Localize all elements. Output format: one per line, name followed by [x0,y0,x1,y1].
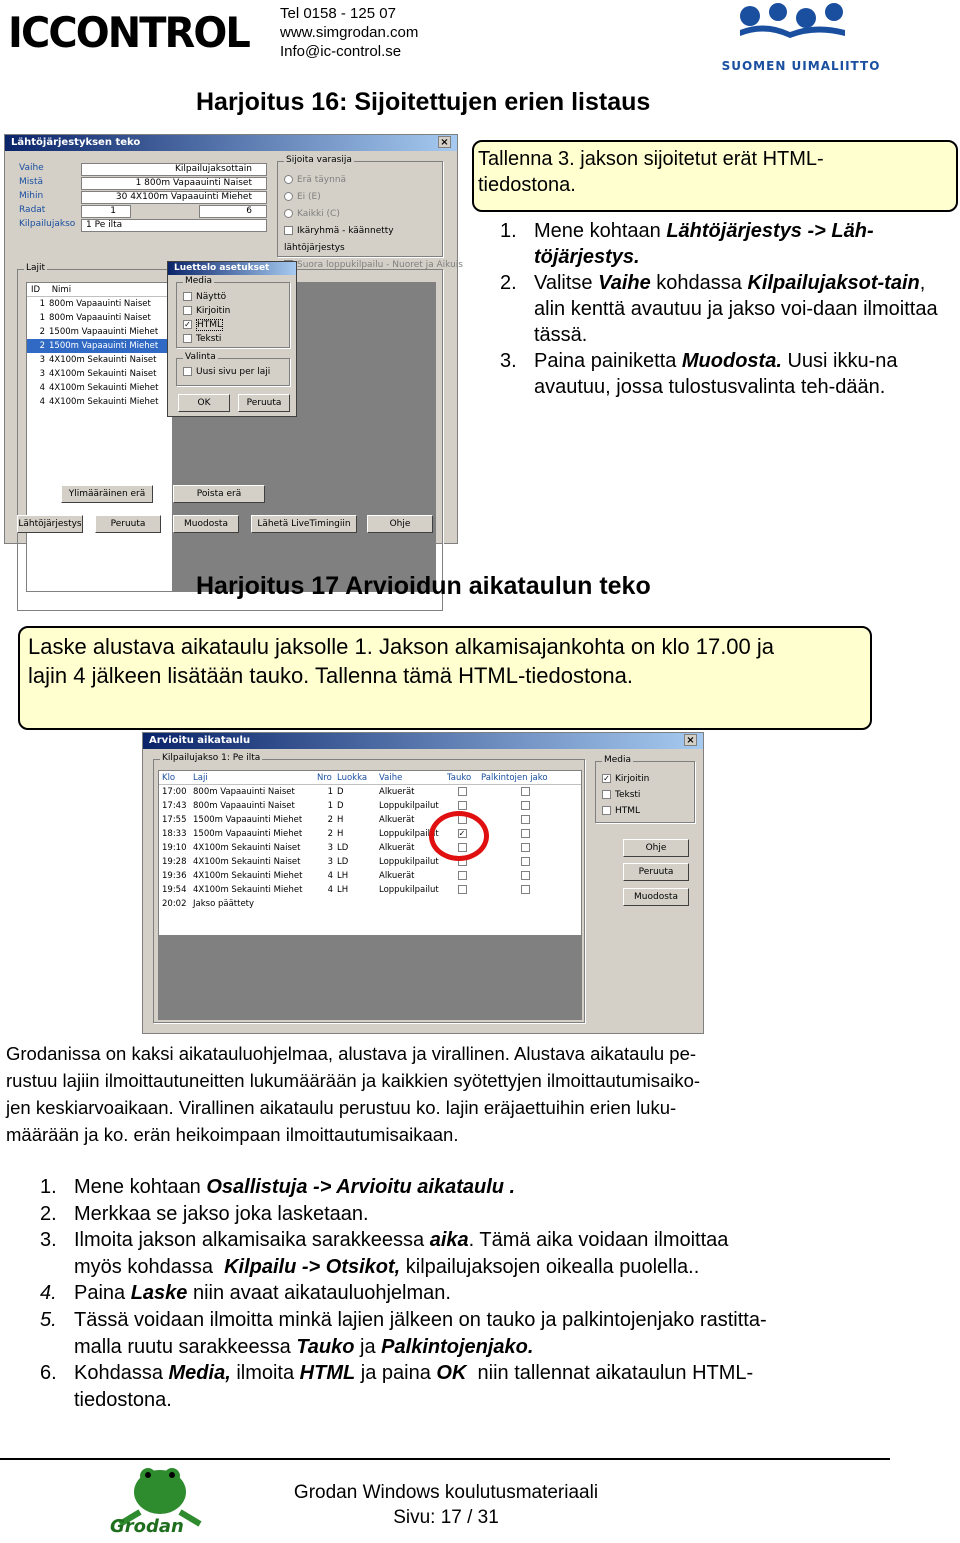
option-ikaryhma[interactable]: Ikäryhmä - käännetty lähtöjärjestys [284,226,394,253]
cell-luokka: H [337,815,344,825]
laji-name: 800m Vapaauinti Naiset [49,299,151,309]
cell-klo: 17:43 [162,801,187,811]
cell-klo: 19:36 [162,871,187,881]
cell-nro: 1 [327,801,333,811]
swimmers-icon [720,0,882,50]
popup-ok-button[interactable]: OK [178,394,230,412]
section16-callout: Tallenna 3. jakson sijoitetut erät HTML-tiedostona. [472,140,958,212]
option-suora[interactable]: Suora loppukilpailu - Nuoret ja Aikuis [284,257,442,274]
palkinto-checkbox[interactable] [521,815,530,824]
popup-media-group: Media Näyttö Kirjoitin ✓ HTML Teksti [176,282,290,348]
cell-nro: 4 [327,871,333,881]
step-2: 2. Valitse Vaihe kohdassa Kilpailujaksot-tain, alin kenttä avautuu ja jakso voi-daan ilmoittaa tässä. [500,272,938,346]
laji-id: 2 [39,327,45,337]
schedule-row[interactable] [159,897,581,911]
remove-heat-button[interactable]: Poista erä [173,485,265,503]
tauko-checkbox[interactable] [458,885,467,894]
varasija-group: Sijoita varasija Erä täynnä Ei (E) Kaikki (C) Ikäryhmä - käännetty lähtöjärjestys Suora loppukilpailu - Nuoret ja Aikuis [277,161,443,257]
laji-name: 1500m Vapaauinti Miehet [49,341,159,351]
cell-luokka: LD [337,857,349,867]
cell-nro: 2 [327,815,333,825]
cell-klo: 19:10 [162,843,187,853]
schedule-row[interactable] [159,799,581,813]
section17-steps [40,1174,910,1413]
cell-klo: 20:02 [162,899,187,909]
section17-paragraph: Grodanissa on kaksi aikatauluohjelmaa, alustava ja virallinen. Alustava aikataulu pe- rustuu lajiin ilmoittautuneitten lukumäärään ja kaikkien syötettyjen ilmoittautumisaiko- jen keskiarvoaikaan. Virallinen aikataulu perustuu ko. lajin eräjaettuihin erien luku- määrään ja ko. erän heikoimpaan ilmoittautumisaikaan. [6,1043,701,1145]
footer-text [274,1480,618,1530]
laji-id: 2 [39,341,45,351]
cell-luokka: LH [337,871,349,881]
phone-text: Tel 0158 - 125 07 [280,5,396,22]
cell-laji: 4X100m Sekauinti Miehet [193,871,303,881]
lajit-header: ID Nimi [27,283,172,297]
suomen-uimaliitto-logo: SUOMEN UIMALIITTO [720,0,882,70]
footer-rule [0,1458,890,1460]
cell-vaihe: Alkuerät [379,843,415,853]
tauko-checkbox[interactable] [458,801,467,810]
schedule-row[interactable] [159,855,581,869]
cell-klo: 17:00 [162,787,187,797]
schedule-header: Klo Laji Nro Luokka Vaihe Tauko Palkintojen jako [159,771,581,785]
schedule-table[interactable] [158,770,582,1020]
schedule-window [142,732,704,1034]
popup-cancel-button[interactable]: Peruuta [238,394,290,412]
schedule-row[interactable] [159,841,581,855]
website-link[interactable]: www.simgrodan.com [280,24,419,41]
laji-row[interactable] [27,367,172,381]
cell-laji: 4X100m Sekauinti Naiset [193,843,301,853]
cell-laji: Jakso päättety [193,899,255,909]
laji-id: 3 [39,369,45,379]
s17-step-3b: myös kohdassa Kilpailu -> Otsikot, kilpailujaksojen oikealla puolella.. [74,1255,700,1278]
tauko-checkbox[interactable] [458,787,467,796]
palkinto-checkbox[interactable] [521,787,530,796]
cell-laji: 800m Vapaauinti Naiset [193,787,295,797]
laji-id: 3 [39,355,45,365]
media-group: Media ✓ Kirjoitin Teksti HTML [595,761,695,823]
popup-valinta-group: Valinta Uusi sivu per laji [176,358,290,386]
section17-callout: Laske alustava aikataulu jaksolle 1. Jakson alkamisajankohta on klo 17.00 ja lajin 4 jälkeen lisätään tauko. Tallenna tämä HTML-tiedostona. [18,626,872,730]
cell-vaihe: Loppukilpailut [379,829,439,839]
cell-laji: 800m Vapaauinti Naiset [193,801,295,811]
cell-laji: 4X100m Sekauinti Miehet [193,885,303,895]
cell-vaihe: Alkuerät [379,871,415,881]
field-mihin[interactable]: Mihin 30 4X100m Vapaauinti Miehet [19,191,269,205]
palkinto-checkbox[interactable] [521,885,530,894]
s17-step-5b: malla ruutu sarakkeessa Tauko ja Palkintojenjako. [74,1335,534,1358]
step-1: 1. Mene kohtaan Lähtöjärjestys -> Läh-töjärjestys. [500,220,874,268]
generate-button[interactable]: Muodosta [623,888,689,906]
cell-klo: 17:55 [162,815,187,825]
cell-luokka [337,897,379,911]
laji-id: 1 [39,299,45,309]
media-kirjoitin[interactable]: ✓ Kirjoitin [603,774,650,784]
media-kirjoitin[interactable]: Kirjoitin [183,304,289,318]
s17-step-6b: tiedostona. [74,1388,172,1411]
cell-vaihe [379,897,447,911]
media-html[interactable]: HTML [602,803,694,819]
schedule-row[interactable] [159,883,581,897]
contact-info [280,4,418,61]
laji-id: 4 [39,397,45,407]
start-order-window [4,134,463,544]
cell-luokka: H [337,829,344,839]
cell-vaihe: Loppukilpailut [379,801,439,811]
tauko-checkbox[interactable] [458,871,467,880]
cancel-button[interactable]: Peruuta [95,515,161,533]
laji-row[interactable] [27,311,172,325]
close-icon[interactable]: × [438,136,451,148]
section17-title: Harjoitus 17 Arvioidun aikataulun teko [196,572,651,600]
cell-klo: 19:54 [162,885,187,895]
option-ei[interactable]: Ei (E) [284,189,442,206]
cell-laji: 1500m Vapaauinti Miehet [193,829,303,839]
close-icon[interactable]: × [684,734,697,746]
cell-luokka: LH [337,885,349,895]
media-html[interactable]: ✓ HTML [184,320,223,330]
tauko-checkbox[interactable]: ✓ [458,829,466,838]
section16-steps [500,218,950,400]
s17-step-3: 3. Ilmoita jakson alkamisaika sarakkeessa aika. Tämä aika voidaan ilmoittaa [40,1229,729,1252]
palkinto-checkbox[interactable] [521,801,530,810]
option-era-taynna[interactable]: Erä täynnä [284,172,442,189]
laji-name: 1500m Vapaauinti Miehet [49,327,159,337]
field-kilpailujakso[interactable]: Kilpailujakso 1 Pe ilta [19,219,269,233]
cell-nro: 1 [327,787,333,797]
cell-luokka: D [337,787,344,797]
help-button[interactable]: Ohje [367,515,433,533]
palkinto-checkbox[interactable] [521,829,530,838]
iccontrol-logo: ICCONTROL [8,8,249,57]
laji-row[interactable] [27,395,172,409]
field-vaihe[interactable]: Vaihe Kilpailujaksottain [19,163,269,177]
palkinto-checkbox[interactable] [521,871,530,880]
media-teksti[interactable]: Teksti [602,787,694,803]
laji-id: 4 [39,383,45,393]
s17-step-2: 2. Merkkaa se jakso joka lasketaan. [40,1202,369,1225]
palkinto-checkbox[interactable] [521,843,530,852]
laji-row[interactable] [27,325,172,339]
cell-luokka: D [337,801,344,811]
email-link[interactable]: Info@ic-control.se [280,43,402,60]
laji-name: 4X100m Sekauinti Naiset [49,369,157,379]
step-3: 3. Paina painiketta Muodosta. Uusi ikku-na avautuu, jossa tulostusvalinta teh-dään. [500,350,898,398]
page-number: Sivu: 17 / 31 [393,1507,499,1528]
s17-step-5: 5. Tässä voidaan ilmoitta minkä lajien jälkeen on tauko ja palkintojenjako rastitta- [40,1308,767,1331]
cell-laji: 4X100m Sekauinti Naiset [193,857,301,867]
laji-name: 4X100m Sekauinti Miehet [49,397,159,407]
s17-step-1: 1. Mene kohtaan Osallistuja -> Arvioitu aikataulu . [40,1176,516,1198]
laji-name: 4X100m Sekauinti Naiset [49,355,157,365]
cell-nro: 2 [327,829,333,839]
cell-vaihe: Loppukilpailut [379,857,439,867]
laji-row[interactable] [27,297,172,311]
media-teksti[interactable]: Teksti [183,332,289,346]
valinta-uusi-sivu[interactable]: Uusi sivu per laji [177,359,289,377]
cancel-button[interactable]: Peruuta [623,863,689,881]
cell-nro: 3 [327,843,333,853]
schedule-row[interactable] [159,785,581,799]
schedule-row[interactable] [159,827,581,841]
highlight-circle [429,811,489,861]
cell-klo: 18:33 [162,829,187,839]
cell-vaihe: Alkuerät [379,815,415,825]
media-naytto[interactable]: Näyttö [183,290,289,304]
kilpailujakso-group: Kilpailujakso 1: Pe ilta Klo Laji Nro Luokka Vaihe Tauko Palkintojen jako 17:00 800m Vapaauinti Naiset 1 D Alkuerät 17:43 800m Vapaauinti Naiset 1 D Loppukilpailut 17:55 1500m Vapaauinti Miehet 2 H Alkuerät 18:33 1500m Vapaauinti Miehet 2 H Loppukilpailut ✓ 19:10 4X100m Sekauinti Naiset 3 LD Alkuerät 19:28 4X100m Sekauinti Naiset 3 LD Loppukilpailut 19:36 4X100m Sekauinti Miehet 4 LH Alkuerät 19:54 4X100m Sekauinti Miehet 4 LH Loppukilpailut 20:02 Jakso päättety [153,759,585,1023]
generate-button[interactable]: Muodosta [173,515,239,533]
fields-panel [19,163,269,233]
window-titlebar: Lähtöjärjestyksen teko × [5,135,457,151]
s17-step-4: 4. Paina Laske niin avaat aikatauluohjelman. [40,1282,451,1305]
palkinto-checkbox[interactable] [521,857,530,866]
cell-nro [317,897,337,911]
send-livetiming-button[interactable]: Lähetä LiveTimingiin [251,515,357,533]
cell-vaihe: Loppukilpailut [379,885,439,895]
laji-row[interactable] [27,353,172,367]
help-button[interactable]: Ohje [623,839,689,857]
field-mista[interactable]: Mistä 1 800m Vapaauinti Naiset [19,177,269,191]
cell-luokka: LD [337,843,349,853]
cell-vaihe: Alkuerät [379,787,415,797]
cell-laji: 1500m Vapaauinti Miehet [193,815,303,825]
cell-nro: 3 [327,857,333,867]
option-kaikki[interactable]: Kaikki (C) [284,206,442,223]
grodan-logo: Grodan [100,1462,220,1538]
extra-heat-button[interactable]: Ylimääräinen erä [61,485,153,503]
laji-name: 800m Vapaauinti Naiset [49,313,151,323]
section16-title: Harjoitus 16: Sijoitettujen erien listaus [196,88,651,116]
laji-name: 4X100m Sekauinti Miehet [49,383,159,393]
s17-step-6: 6. Kohdassa Media, ilmoita HTML ja paina OK niin tallennat aikataulun HTML- [40,1362,754,1385]
laji-row[interactable] [27,339,172,353]
schedule-titlebar: Arvioitu aikataulu × [143,733,703,749]
cell-nro: 4 [327,885,333,895]
start-order-button[interactable]: Lähtöjärjestys [17,515,83,533]
schedule-row[interactable] [159,869,581,883]
footer-title: Grodan Windows koulutusmateriaali [293,1482,599,1503]
schedule-row[interactable] [159,813,581,827]
laji-row[interactable] [27,381,172,395]
lajit-group: Lajit ID Nimi 1 800m Vapaauinti Naiset 1 800m Vapaauinti Naiset 2 1500m Vapaauinti Miehet 2 1500m Vapaauinti Miehet 3 4X100m Sekauinti Naiset 3 4X100m Sekauinti Naiset 4 4X100m Sekauinti Miehet 4 4X100m Sekauinti Miehet [17,269,443,611]
list-settings-popup: Luettelo asetukset Media Näyttö Kirjoitin ✓ HTML Teksti Valinta Uusi sivu per laji OK Peruuta [167,261,297,417]
cell-klo: 19:28 [162,857,187,867]
field-radat[interactable]: Radat 1 6 [19,205,269,219]
laji-id: 1 [39,313,45,323]
